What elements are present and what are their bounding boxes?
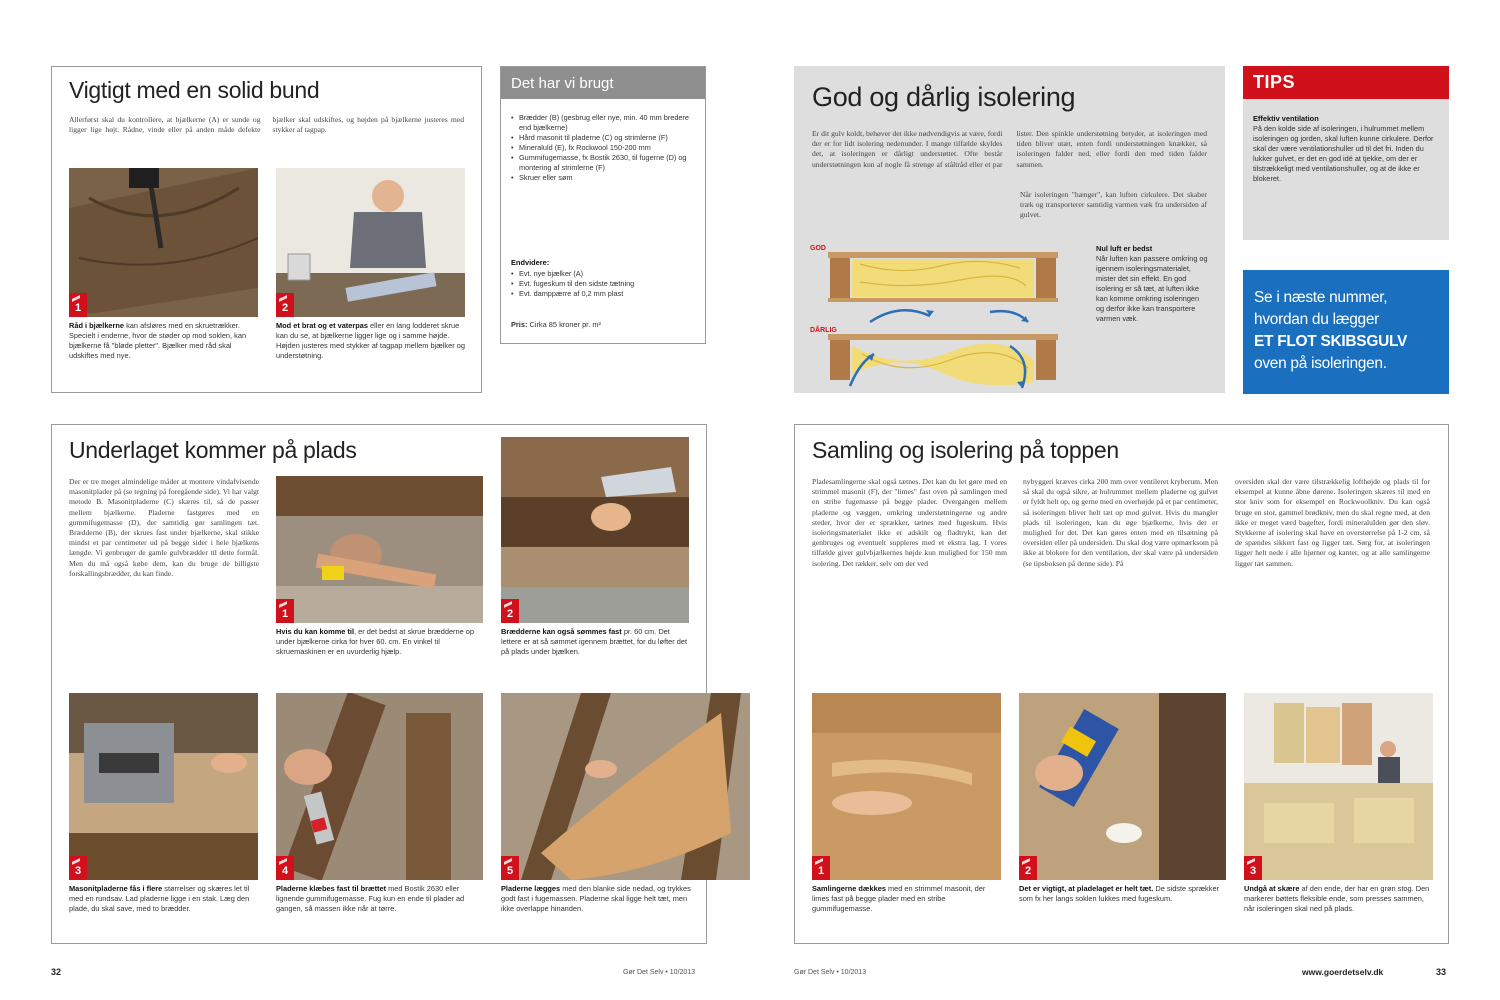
body-col1: Pladesamlingerne skal også tætnes. Det kan du let gøre med en strimmel masonit (F), der "limes" fast oven på samlingen med en stribe fugemasse på begge plader. Overgangen mellem pladerne og væggen, omkring understøtningerne og andre steder, hvor der er sprækker, tætnes med fugeskum. Hvis isoleringsmaterialet ikke er adskilt og fladtrykt, kan det genbruges og eventuelt suppleres med et ekstra lag. I vores tilfælde giver gulvbjælkernes højde kun mulighed for 150 mm isolering. Det rækker, selv om der ved	[812, 477, 1007, 568]
caption-bold: Pladerne klæbes fast til brættet	[276, 884, 387, 893]
materials-item: • Gummifugemasse, fx Bostik 2630, til fugerne (D) og montering af strimlerne (F)	[511, 153, 699, 173]
photo-seam-covering	[812, 693, 1001, 880]
photo-number-badge: 1	[276, 599, 294, 623]
air-note	[1096, 244, 1208, 324]
photo-sawing-masonite-art	[69, 693, 258, 880]
caption-text: De sidste sprækker som fx her langs soklen lukkes med fugeskum.	[1019, 884, 1220, 903]
caption-text: størrelser og skæres let til med en rundsav. Lad pladerne ligge i en stak. Læg den plade, du skal save, med to brædder.	[69, 884, 250, 913]
photo-number-badge: 1	[812, 856, 830, 880]
insulation-panel	[794, 66, 1225, 393]
sealing-section	[794, 424, 1449, 944]
photo-number-badge: 4	[276, 856, 294, 880]
photo-laying-plates	[501, 693, 750, 880]
promo-text	[1254, 287, 1407, 375]
left-page-number: 32	[51, 967, 62, 977]
promo-line: Se i næste nummer,	[1254, 289, 1388, 306]
section-title: Underlaget kommer på plads	[69, 437, 357, 463]
caption-text: med Bostik 2630 eller lignende gummifugemasse. Fug kun en ende til plader ad gangen, så massen ikke når at tørre.	[276, 884, 465, 913]
insulation-diagram	[810, 242, 1068, 392]
materials-list	[511, 113, 699, 183]
photo-caption	[1019, 884, 1226, 904]
photo-caption	[276, 627, 483, 657]
price-label: Pris:	[511, 320, 528, 329]
caption-bold: Masonitpladerne fås i flere	[69, 884, 163, 893]
caption-bold: Råd i bjælkerne	[69, 321, 125, 330]
caption-bold: Samlingerne dækkes	[812, 884, 886, 893]
photo-number-badge: 5	[501, 856, 519, 880]
caption-bold: Hvis du kan komme til	[276, 627, 355, 636]
caption-text: med en strimmel masonit, der limes fast på begge plader med en stribe gummifugemasse.	[812, 884, 986, 913]
underlay-section	[51, 424, 707, 944]
photo-number-badge: 3	[1244, 856, 1262, 880]
photo-insulation-laying	[1244, 693, 1433, 880]
materials-header	[501, 67, 705, 99]
left-magazine-line: Gør Det Selv • 10/2013	[623, 969, 696, 976]
photo-caption	[501, 627, 689, 657]
extra-item: • Evt. damppærre af 0,2 mm plast	[511, 289, 699, 299]
materials-item: • Skruer eller søm	[511, 173, 699, 183]
promo-line-bold: ET FLOT SKIBSGULV	[1254, 333, 1408, 350]
price-line	[511, 320, 601, 329]
photo-sawing-masonite	[69, 693, 258, 880]
intro-text: Allerførst skal du kontrollere, at bjælkerne (A) er sunde og ligger lige højt. Rådne, vinde eller på anden måde defekte bjælker skal udskiftes, og højden på bjælkerne justeres med stykker af tagpap.	[69, 115, 464, 135]
photo-caption	[69, 321, 259, 361]
photo-foam-sealing-art	[1019, 693, 1226, 880]
next-issue-promo	[1243, 270, 1449, 394]
photo-screwing-boards	[276, 476, 483, 623]
materials-item: • Hård masonit til pladerne (C) og strimlerne (F)	[511, 133, 699, 143]
website-url[interactable]: www.goerdetselv.dk	[1302, 967, 1384, 977]
photo-seam-covering-art	[812, 693, 1001, 880]
promo-line: hvordan du lægger	[1254, 311, 1380, 328]
photo-gluing-plates-art	[276, 693, 483, 880]
photo-number-badge: 2	[501, 599, 519, 623]
section-title: Vigtigt med en solid bund	[69, 77, 320, 103]
photo-number-badge: 2	[276, 293, 294, 317]
photo-caption	[276, 884, 483, 914]
photo-nailing-boards	[501, 437, 689, 623]
promo-line: oven på isoleringen.	[1254, 355, 1387, 372]
materials-header-label: Det har vi brugt	[511, 75, 614, 92]
extra-list	[511, 269, 699, 299]
price-value: Cirka 85 kroner pr. m²	[527, 320, 601, 329]
caption-text: med den blanke side nedad, og trykkes godt fast i fugemassen. Pladerne skal ligge helt tæt, men ikke overlappe hinanden.	[501, 884, 691, 913]
photo-laying-plates-art	[501, 693, 750, 880]
caption-text: eller en lang lodderet skrue kan du se, at bjælkerne ligger lige og i samme højde. Højden justeres med stykker af tagpap mellem bjælker og understøtning.	[276, 321, 465, 360]
tips-text: På den kolde side af isoleringen, i hulrummet mellem isoleringen og jorden, skal luften kunne cirkulere. Derfor skal der være ventilationshuller ud til det fri. Inden du lukker gulvet, er det en god idé at tjekke, om der er tilstrækkeligt med ventilationshuller, og at de ikke er blokeret.	[1253, 124, 1434, 183]
photo-number-badge: 1	[69, 293, 87, 317]
caption-bold: Det er vigtigt, at pladelaget er helt tæt.	[1019, 884, 1154, 893]
photo-caption	[276, 321, 466, 361]
photo-caption	[501, 884, 691, 914]
tips-title: Effektiv ventilation	[1253, 114, 1319, 123]
intro-text: Der er tre meget almindelige måder at montere vindafvisende masonitplader på (se tegning på foregående side). Vi har valgt metode B. Masonitpladerne (C) skæres til, så de passer mellem bjælkerne. Pladerne fastgøres med en gummifugemasse (D), der samtidig gør samlingen tæt. Brædderne (B), der skrues fast under bjælkerne, skal stikke mindst et par centimeter ud på begge sider i hele bjælkens længde. Vi genbruger de gamle gulvbrædder til dette formål. Men du må også købe dem, kan du bruge de billigste forskallingsbrædder, du kan finde.	[69, 477, 259, 578]
photo-caption	[69, 884, 259, 914]
photo-number-badge: 2	[1019, 856, 1037, 880]
photo-caption	[1244, 884, 1434, 914]
body-col3: oversiden skal der være tilstrækkelig lofthøjde og plads til for eksempel at kunne åbne dørene. Isoleringen skæres til med en stor kniv som for eksempel en Rockwoolkniv. Du kan også bruge en stor, gammel brødkniv, men du skal regne med, at den ikke er meget værd bagefter, fordi mineraluIden gør den sløv. Stykkerne af isolering skal have en overstørrelse på 1-2 cm, så de spændes sikkert fast og ligger tæt. Sørg for, at isoleringen ligger helt nede i alle hjørner og kanter, og at alle samlingerne ligger tæt sammen.	[1235, 477, 1430, 568]
photo-gluing-plates	[276, 693, 483, 880]
photo-foam-sealing	[1019, 693, 1226, 880]
materials-item: • Brædder (B) (gesbrug eller nye, min. 40 mm bredere end bjælkerne)	[511, 113, 699, 133]
extra-item: • Evt. fugeskum til den sidste tætning	[511, 279, 699, 289]
right-magazine-line: Gør Det Selv • 10/2013	[794, 969, 867, 976]
photo-insulation-laying-art	[1244, 693, 1433, 880]
solid-foundation-section	[51, 66, 482, 393]
label-good: GOD	[810, 245, 826, 252]
caption-text: pr. 60 cm. Det lettere er at så sømmet igennem brættet, for du løfter det på plads under bjælken.	[501, 627, 688, 656]
iso-body-col1: Er dit gulv koldt, behøver det ikke nødvendigvis at være, fordi der er for lidt isolering nedenunder. I mange tilfælde skyldes det, at isoleringen er dårligt understøttet. Ofte består understøtningen kun af nogle få strenge af ståltråd eller et par lister. Den spinkle understøtning betyder, at isoleringen med tiden bliver utæt, enten fordi understøtningen knækker, så isoleringen falder ned, eller fordi den med tiden falder sammen.	[812, 129, 1207, 169]
air-note-text: Når luften kan passere omkring og igennem isoleringsmaterialet, mister det sin effekt. En god isolering er så tæt, at luften ikke kan komme omkring isoleringen og derfor ikke kan transportere varmen væk.	[1096, 254, 1208, 323]
photo-screwing-boards-art	[276, 476, 483, 623]
caption-bold: Mod et brat og et vaterpas	[276, 321, 368, 330]
photo-rotten-beam	[69, 168, 258, 317]
materials-box	[500, 66, 706, 344]
photo-nailing-boards-art	[501, 437, 689, 623]
caption-text: , er det bedst at skrue brædderne op under bjælkerne cirka for hver 60. cm. En vinkel til skruemaskinen er en uvurderlig hjælp.	[276, 627, 475, 656]
photo-caption	[812, 884, 1002, 914]
materials-item: • Mineraluld (E), fx Rockwool 150-200 mm	[511, 143, 699, 153]
air-note-title: Nul luft er bedst	[1096, 244, 1153, 253]
right-page-number: 33	[1436, 967, 1447, 977]
photo-number-badge: 3	[69, 856, 87, 880]
iso-body-col2: Når isoleringen "hænger", kan luften cirkulere. Det skaber træk og transporterer samtidig varmen væk fra undersiden af gulvet.	[1020, 190, 1207, 220]
extra-item: • Evt. nye bjælker (A)	[511, 269, 699, 279]
label-bad: DÅRLIG	[810, 327, 837, 334]
caption-bold: Undgå at skære	[1244, 884, 1300, 893]
insulation-diagram-svg	[810, 242, 1068, 392]
caption-text: af den ende, der har en grøn stog. Den markerer bøttets fleksible ende, som presses sammen, når isoleringen skal ned på plads.	[1244, 884, 1430, 913]
photo-level-check	[276, 168, 465, 317]
tips-header-label: TIPS	[1253, 72, 1296, 92]
caption-bold: Pladerne lægges	[501, 884, 561, 893]
body-col2: nybyggeri kræves cirka 200 mm over ventileret kryberum. Men så skal du også sikre, at hulrummet mellem pladerne og gulvet er fyldt helt op, og gerne med en overhøjde på et par centimeter, så isoleringen bliver helt tæt op mod gulvet. Hvis du mangler plads til isoleringen, kan du øge bjælkerne, hvis der er mulighed for det. Det kan gøres enten med en tilsætning på oversiden eller på undersiden. Du skal dog være opmærksom på ikke at blokere for den ventilation, der skal være på undersiden (se tipsboksen på denne side). På	[1023, 477, 1218, 568]
caption-bold: Brædderne kan også sømmes fast	[501, 627, 622, 636]
tips-header	[1243, 66, 1449, 99]
section-title: God og dårlig isolering	[812, 82, 1076, 112]
section-title: Samling og isolering på toppen	[812, 437, 1119, 463]
caption-text: kan afsløres med en skruetrækker. Specielt i enderne, hvor de støder op mod soklen, kan bjælkerne få "bløde pletter". Bjælker med råd skal udskiftes med nye.	[69, 321, 247, 360]
extra-title: Endvidere:	[511, 258, 550, 267]
photo-rotten-beam-art	[69, 168, 258, 317]
photo-level-check-art	[276, 168, 465, 317]
tips-box	[1243, 66, 1449, 240]
